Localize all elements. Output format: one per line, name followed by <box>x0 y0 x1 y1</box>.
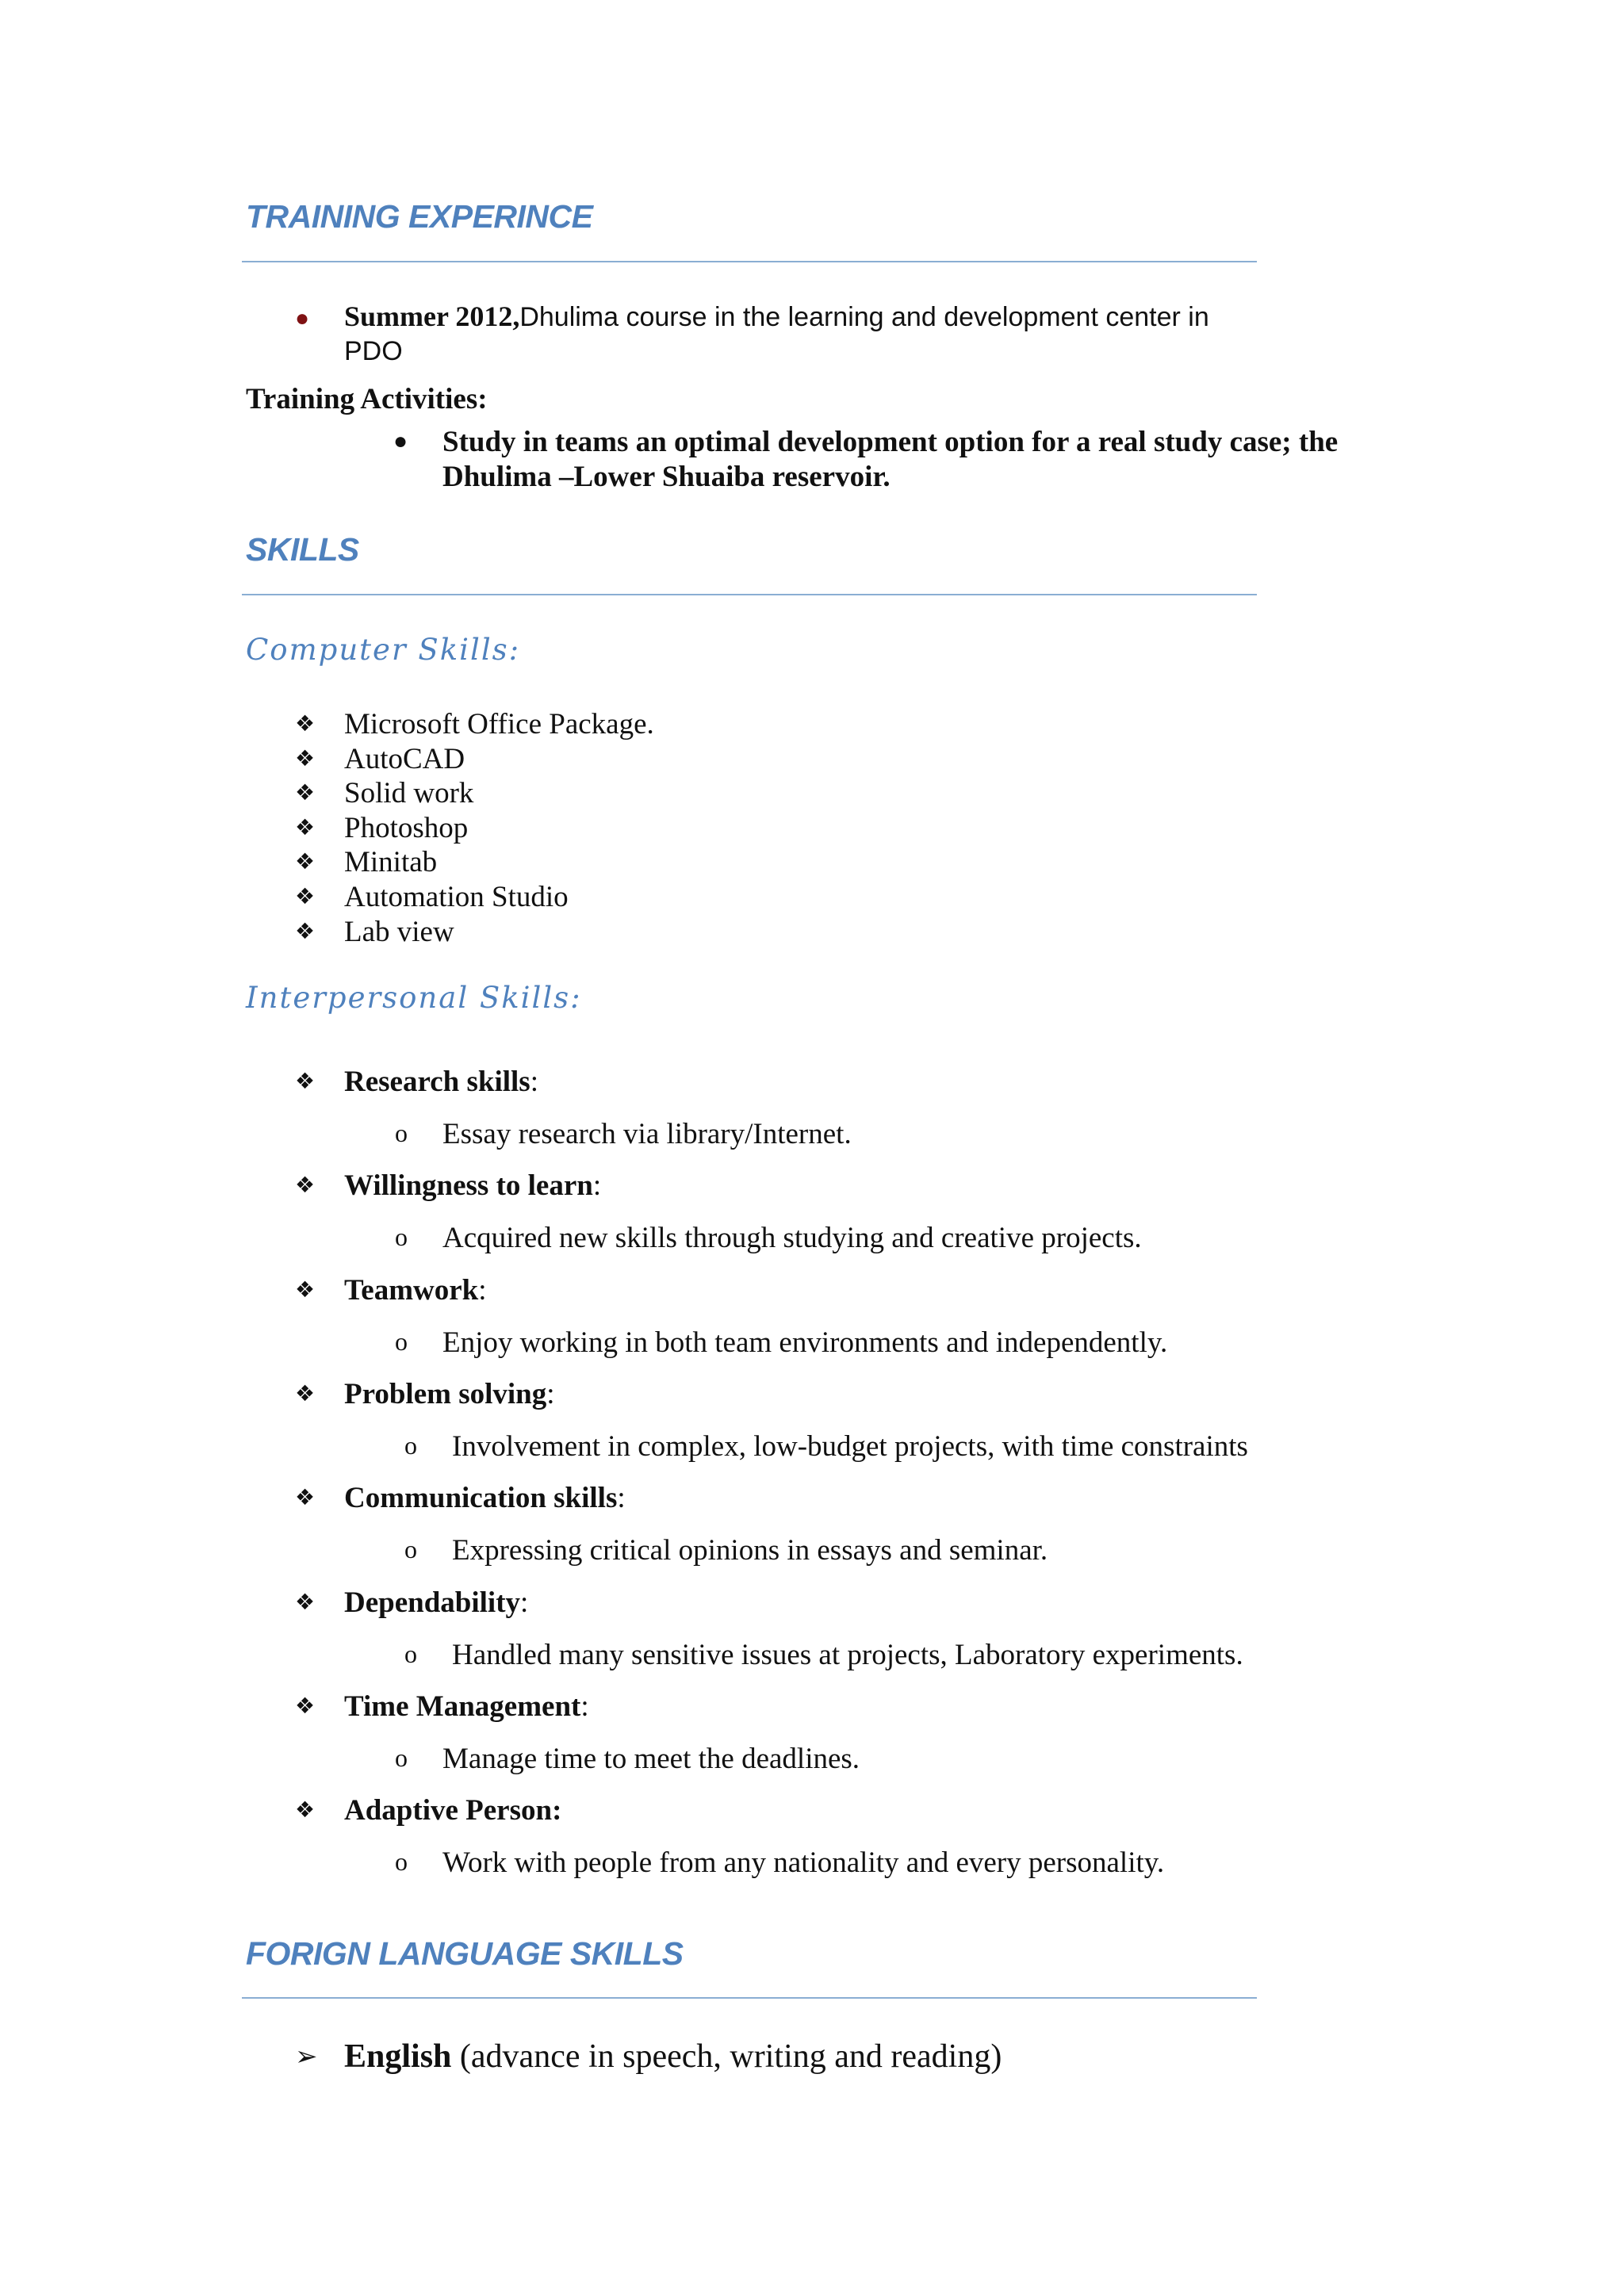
computer-skill-item: Microsoft Office Package. <box>344 708 654 740</box>
computer-skill-item: AutoCAD <box>344 743 465 775</box>
diamond-bullet-icon: ❖ <box>295 1068 316 1094</box>
interpersonal-skill-title: Research skills <box>344 1066 530 1098</box>
circle-bullet-icon: o <box>395 1847 408 1876</box>
training-rule <box>242 261 1257 262</box>
interpersonal-skill-title-line <box>344 1273 487 1307</box>
diamond-bullet-icon: ❖ <box>295 918 316 944</box>
circle-bullet-icon: o <box>395 1223 408 1251</box>
circle-bullet-icon: o <box>404 1431 417 1460</box>
training-heading: TRAINING EXPERINCE <box>246 198 593 235</box>
language-name: English <box>344 2038 452 2075</box>
interpersonal-skill-title-line <box>344 1377 555 1411</box>
interpersonal-skill-detail: Handled many sensitive issues at projects, Laboratory experiments. <box>452 1639 1243 1671</box>
circle-bullet-icon: o <box>395 1119 408 1147</box>
diamond-bullet-icon: ❖ <box>295 1797 316 1823</box>
circle-bullet-icon: o <box>395 1743 408 1772</box>
interpersonal-skill-detail: Expressing critical opinions in essays and seminar. <box>452 1534 1048 1567</box>
interpersonal-skill-suffix: : <box>580 1690 589 1723</box>
diamond-bullet-icon: ❖ <box>295 883 316 909</box>
diamond-bullet-icon: ❖ <box>295 710 316 737</box>
interpersonal-skill-detail: Work with people from any nationality and every personality. <box>442 1846 1165 1879</box>
training-entry-text: Dhulima course in the learning and development center in <box>519 302 1209 332</box>
interpersonal-skill-title: Problem solving <box>344 1378 547 1410</box>
training-activity-line1: Study in teams an optimal development option for a real study case; the <box>442 426 1339 458</box>
circle-bullet-icon: o <box>404 1535 417 1563</box>
interpersonal-skill-suffix: : <box>592 1169 602 1202</box>
interpersonal-skill-title-line <box>344 1586 528 1620</box>
interpersonal-skill-title-line <box>344 1065 538 1099</box>
skills-rule <box>242 594 1257 595</box>
interpersonal-skill-detail: Essay research via library/Internet. <box>442 1118 852 1150</box>
diamond-bullet-icon: ❖ <box>295 1484 316 1510</box>
language-item <box>344 2038 1002 2076</box>
interpersonal-skill-title: Communication skills <box>344 1482 618 1514</box>
diamond-bullet-icon: ❖ <box>295 1589 316 1615</box>
languages-heading: FORIGN LANGUAGE SKILLS <box>246 1935 684 1972</box>
interpersonal-skill-suffix: : <box>520 1586 529 1619</box>
interpersonal-skills-label: Interpersonal Skills: <box>246 981 582 1015</box>
computer-skill-item: Automation Studio <box>344 881 569 913</box>
interpersonal-skill-title: Adaptive Person: <box>344 1794 562 1827</box>
interpersonal-skill-title: Time Management <box>344 1690 581 1723</box>
computer-skill-item: Photoshop <box>344 812 469 844</box>
skills-heading: SKILLS <box>246 531 359 568</box>
computer-skill-item: Lab view <box>344 916 454 948</box>
interpersonal-skill-detail: Acquired new skills through studying and creative projects. <box>442 1222 1142 1254</box>
bullet-dot-icon: ● <box>393 428 408 454</box>
diamond-bullet-icon: ❖ <box>295 1380 316 1406</box>
training-activity-line2: Dhulima –Lower Shuaiba reservoir. <box>442 461 891 493</box>
diamond-bullet-icon: ❖ <box>295 848 316 874</box>
diamond-bullet-icon: ❖ <box>295 1172 316 1198</box>
diamond-bullet-icon: ❖ <box>295 1693 316 1719</box>
computer-skill-item: Solid work <box>344 777 474 809</box>
interpersonal-skill-detail: Involvement in complex, low-budget projects, with time constraints <box>452 1430 1248 1463</box>
interpersonal-skill-suffix: : <box>530 1066 538 1098</box>
diamond-bullet-icon: ❖ <box>295 745 316 771</box>
training-entry <box>344 300 1209 333</box>
languages-rule <box>242 1997 1257 1999</box>
interpersonal-skill-title-line <box>344 1689 589 1724</box>
interpersonal-skill-suffix: : <box>478 1274 487 1307</box>
training-entry-text-cont: PDO <box>344 336 403 366</box>
diamond-bullet-icon: ❖ <box>295 814 316 840</box>
computer-skill-item: Minitab <box>344 846 438 878</box>
interpersonal-skill-title-line <box>344 1481 626 1515</box>
circle-bullet-icon: o <box>395 1327 408 1356</box>
arrow-bullet-icon: ➢ <box>295 2041 318 2072</box>
interpersonal-skill-title-line <box>344 1169 601 1203</box>
interpersonal-skill-suffix: : <box>617 1482 626 1514</box>
diamond-bullet-icon: ❖ <box>295 779 316 806</box>
circle-bullet-icon: o <box>404 1640 417 1668</box>
interpersonal-skill-title: Teamwork <box>344 1274 479 1307</box>
training-activities-label: Training Activities: <box>246 383 488 415</box>
diamond-bullet-icon: ❖ <box>295 1276 316 1303</box>
bullet-dot-icon: ● <box>295 305 310 331</box>
interpersonal-skill-detail: Enjoy working in both team environments and independently. <box>442 1326 1168 1359</box>
interpersonal-skill-title: Willingness to learn <box>344 1169 593 1202</box>
interpersonal-skill-title-line <box>344 1793 561 1827</box>
computer-skills-label: Computer Skills: <box>246 633 521 667</box>
interpersonal-skill-title: Dependability <box>344 1586 521 1619</box>
language-detail: (advance in speech, writing and reading) <box>451 2038 1002 2075</box>
interpersonal-skill-detail: Manage time to meet the deadlines. <box>442 1743 860 1775</box>
training-entry-date: Summer 2012, <box>344 300 520 332</box>
interpersonal-skill-suffix: : <box>546 1378 555 1410</box>
